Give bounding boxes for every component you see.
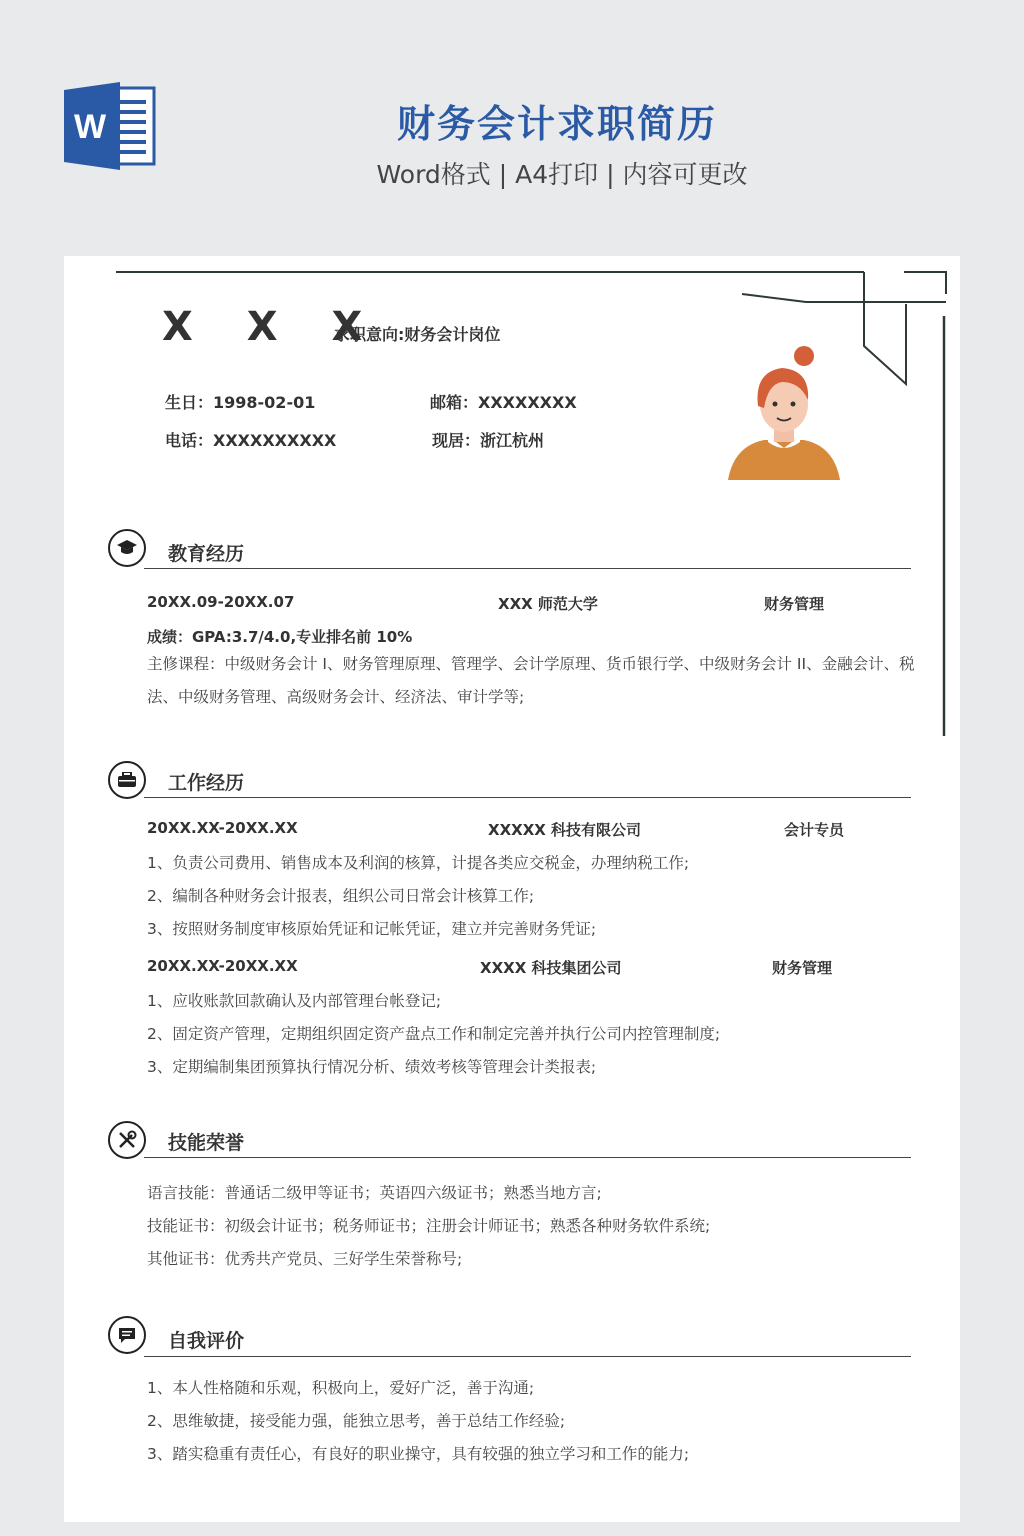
page-title: 财务会计求职简历 <box>396 102 717 146</box>
email: 邮箱：XXXXXXXX <box>430 393 577 412</box>
job-duty: 2、编制各种财务会计报表，组织公司日常会计核算工作; <box>147 887 535 905</box>
candidate-name: X X X <box>162 304 383 350</box>
phone: 电话：XXXXXXXXXX <box>165 431 337 450</box>
self-eval-item: 1、本人性格随和乐观，积极向上，爱好广泛，善于沟通; <box>147 1379 535 1397</box>
section-divider <box>144 1356 911 1357</box>
job-period: 20XX.XX-20XX.XX <box>147 819 298 837</box>
section-divider <box>144 797 911 798</box>
skill-item: 技能证书：初级会计证书；税务师证书；注册会计师证书；熟悉各种财务软件系统; <box>147 1217 711 1235</box>
education-grade: 成绩：GPA:3.7/4.0,专业排名前 10% <box>147 628 413 646</box>
section-title-education: 教育经历 <box>168 543 245 565</box>
self-eval-item: 3、踏实稳重有责任心，有良好的职业操守，具有较强的独立学习和工作的能力; <box>147 1445 690 1463</box>
job-duty: 1、应收账款回款确认及内部管理台帐登记; <box>147 992 442 1010</box>
education-period: 20XX.09-20XX.07 <box>147 593 295 611</box>
job-duty: 3、定期编制集团预算执行情况分析、绩效考核等管理会计类报表; <box>147 1058 597 1076</box>
section-divider <box>144 1157 911 1158</box>
skill-item: 语言技能：普通话二级甲等证书；英语四六级证书；熟悉当地方言; <box>147 1184 602 1202</box>
section-title-self: 自我评价 <box>168 1330 245 1352</box>
education-courses: 主修课程：中级财务会计 I、财务管理原理、管理学、会计学原理、货币银行学、中级财务会计 II、金融会计、税法、中级财务管理、高级财务会计、经济法、审计学等; <box>147 655 915 706</box>
section-title-skills: 技能荣誉 <box>168 1132 245 1154</box>
job-role: 会计专员 <box>784 821 845 839</box>
job-company: XXXXX 科技有限公司 <box>488 821 642 839</box>
briefcase-icon <box>108 761 146 799</box>
resume-page <box>64 256 960 1522</box>
chat-icon <box>108 1316 146 1354</box>
page-subtitle: Word格式 | A4打印 | 内容可更改 <box>376 160 748 189</box>
education-school: XXX 师范大学 <box>498 595 598 613</box>
word-logo-letter: W <box>73 108 107 146</box>
job-role: 财务管理 <box>772 959 833 977</box>
graduation-cap-icon <box>108 529 146 567</box>
job-target: 求职意向:财务会计岗位 <box>334 325 501 344</box>
self-eval-item: 2、思维敏捷，接受能力强，能独立思考，善于总结工作经验; <box>147 1412 566 1430</box>
job-duty: 3、按照财务制度审核原始凭证和记帐凭证，建立并完善财务凭证; <box>147 920 597 938</box>
education-major: 财务管理 <box>764 595 825 613</box>
residence: 现居：浙江杭州 <box>432 431 545 450</box>
job-period: 20XX.XX-20XX.XX <box>147 957 298 975</box>
job-duty: 2、固定资产管理，定期组织固定资产盘点工作和制定完善并执行公司内控管理制度; <box>147 1025 721 1043</box>
job-duty: 1、负责公司费用、销售成本及利润的核算，计提各类应交税金，办理纳税工作; <box>147 854 690 872</box>
section-divider <box>144 568 911 569</box>
job-company: XXXX 科技集团公司 <box>480 959 622 977</box>
birth-date: 生日：1998-02-01 <box>165 393 316 412</box>
avatar <box>724 342 844 482</box>
skill-item: 其他证书：优秀共产党员、三好学生荣誉称号; <box>147 1250 463 1268</box>
section-title-work: 工作经历 <box>168 772 245 794</box>
tools-icon <box>108 1121 146 1159</box>
